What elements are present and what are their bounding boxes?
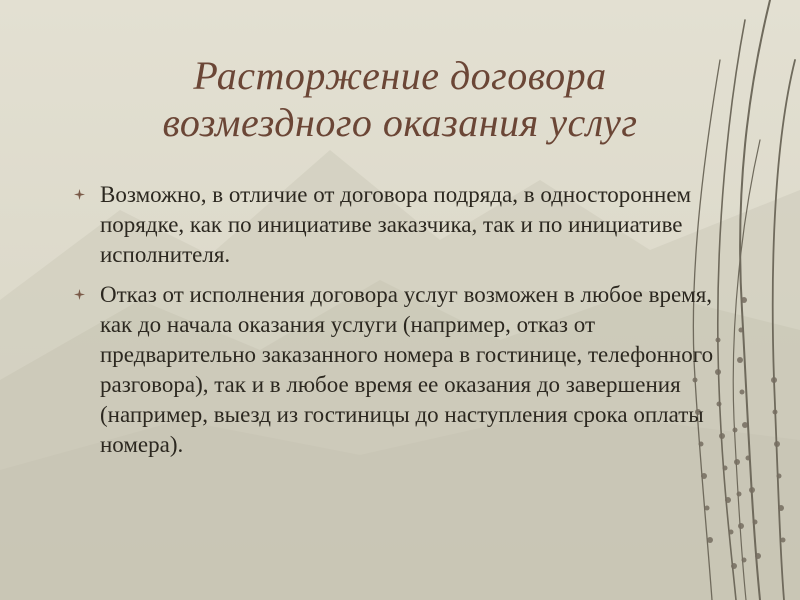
- title-line-1: Расторжение договора: [193, 53, 607, 98]
- slide-title: [60, 52, 740, 146]
- list-item: [72, 280, 732, 460]
- list-item: [72, 180, 732, 270]
- title-line-2: возмездного оказания услуг: [162, 100, 638, 145]
- bullet-text: Отказ от исполнения договора услуг возможен в любое время, как до начала оказания услуги (например, отказ от предварительно заказанного номера в гостинице, телефонного разговора), так и в любое время ее оказания до завершения (например, выезд из гостиницы до наступления срока оплаты номера).: [100, 282, 714, 457]
- bullet-list: [72, 180, 732, 470]
- four-point-star-icon: [74, 189, 85, 200]
- four-point-star-icon: [74, 289, 85, 300]
- bullet-text: Возможно, в отличие от договора подряда, в одностороннем порядке, как по инициативе заказчика, так и по инициативе исполнителя.: [100, 182, 692, 267]
